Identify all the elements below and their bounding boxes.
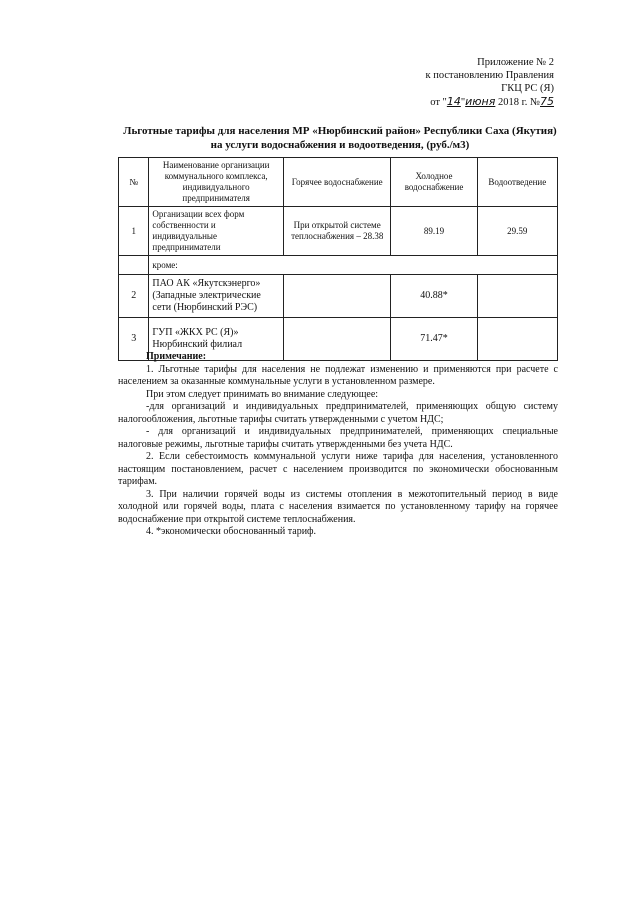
row1-hot: При открытой системе теплоснабжения – 28.38	[283, 207, 390, 256]
row2-cold: 40.88*	[391, 275, 477, 318]
date-day: 14	[446, 95, 461, 108]
header-num: №	[119, 158, 149, 207]
title-line-2: на услуги водоснабжения и водоотведения, (руб./м3)	[210, 139, 470, 151]
row1-drain: 29.59	[477, 207, 557, 256]
date-year: 2018 г. №	[497, 97, 540, 108]
row3-cold: 71.47*	[391, 318, 477, 361]
document-title	[60, 124, 620, 152]
table-row	[119, 275, 558, 318]
document-number: 75	[540, 95, 554, 108]
appendix-number: Приложение № 2	[477, 57, 554, 68]
note-4: 4. *экономически обоснованный тариф.	[146, 526, 317, 537]
appendix-date-line	[426, 95, 554, 109]
appendix-header	[426, 56, 554, 109]
row2-hot	[283, 275, 390, 318]
date-mid: "	[460, 97, 466, 108]
note-1-clarification: При этом следует принимать во внимание следующее:	[146, 388, 379, 400]
row1-cold: 89.19	[391, 207, 477, 256]
row3-num: 3	[119, 318, 149, 361]
date-prefix: от "	[430, 97, 447, 108]
note-1-special-tax: - для организаций и индивидуальных предпринимателей, применяющих специальные налоговые режимы, льготные тарифы считать утвержденными без учета НДС.	[118, 426, 558, 450]
header-name: Наименование организации коммунального комплекса, индивидуального предпринимателя	[149, 158, 284, 207]
appendix-resolution: к постановлению Правления	[425, 70, 554, 81]
row3-name: ГУП «ЖКХ РС (Я)» Нюрбинский филиал	[149, 318, 284, 361]
table-row	[119, 207, 558, 256]
table-header-row	[119, 158, 558, 207]
note-2: 2. Если себестоимость коммунальной услуги ниже тарифа для населения, установленного настоящим постановлением, расчет с населением производится по экономически обоснованным тарифам.	[118, 451, 558, 487]
header-drainage: Водоотведение	[477, 158, 557, 207]
row2-num: 2	[119, 275, 149, 318]
header-hot-water: Горячее водоснабжение	[283, 158, 390, 207]
row2-drain	[477, 275, 557, 318]
note-3: 3. При наличии горячей воды из системы отопления в межотопительный период в виде холодной или горячей воды, плата с населения взимается по установленному тарифу на горячее водоснабжение при открытой системе теплоснабжения.	[118, 488, 558, 525]
row2-name: ПАО АК «Якутскэнерго» (Западные электрические сети (Нюрбинский РЭС)	[149, 275, 284, 318]
note-1-general-tax: -для организаций и индивидуальных предпринимателей, применяющих общую систему налогообложения, льготные тарифы считать утвержденными с учетом НДС;	[118, 401, 558, 425]
date-month: июня	[465, 95, 496, 108]
table-row-except	[119, 256, 558, 275]
appendix-organization: ГКЦ РС (Я)	[501, 83, 554, 94]
note-1: 1. Льготные тарифы для населения не подлежат изменению и применяются при расчете с населением за оказанные коммунальные услуги в установленном размере.	[118, 363, 558, 387]
notes-section	[118, 351, 558, 539]
row1-num: 1	[119, 207, 149, 256]
tariffs-table	[118, 157, 558, 361]
row1-name: Организации всех форм собственности и индивидуальные предприниматели	[149, 207, 284, 256]
header-cold-water: Холодное водоснабжение	[391, 158, 477, 207]
title-line-1: Льготные тарифы для населения МР «Нюрбинский район» Республики Саха (Якутия)	[123, 125, 557, 137]
notes-heading: Примечание:	[146, 351, 207, 362]
except-label: кроме:	[149, 256, 558, 275]
